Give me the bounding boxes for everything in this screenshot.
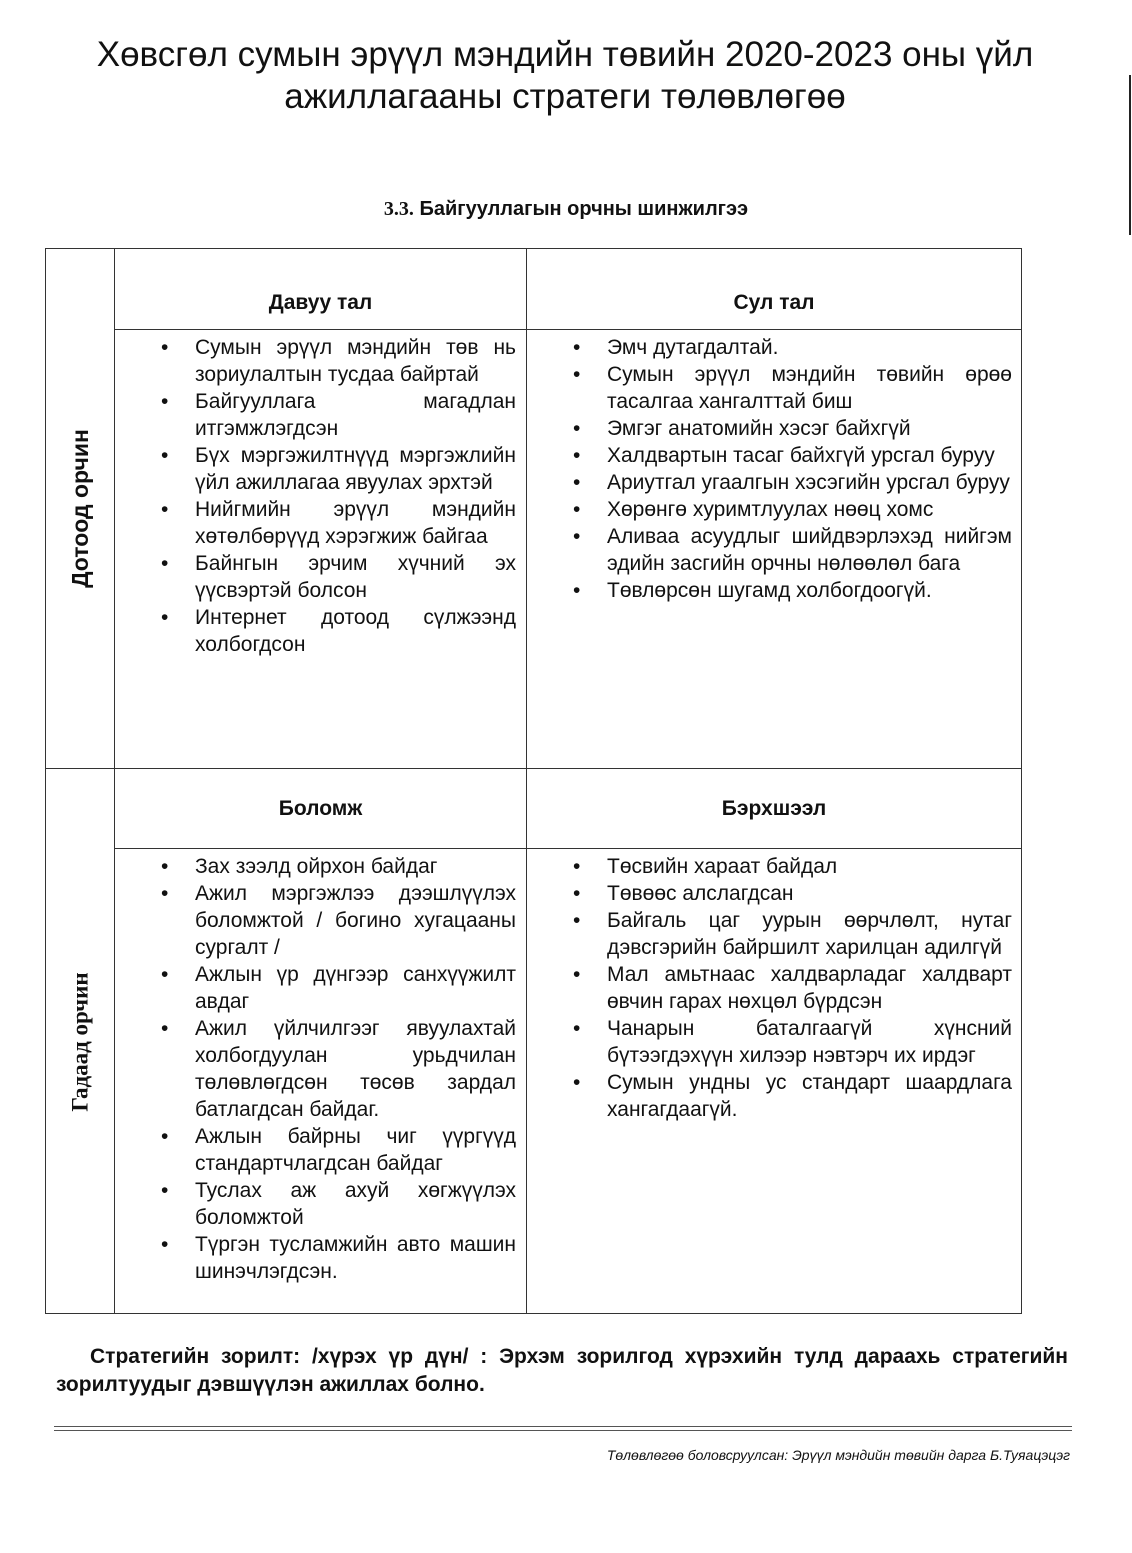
opportunities-heading: Боломж [278,797,363,820]
list-item: • Байгууллага магадлан итгэмжлэгдсэн [195,388,516,442]
list-item: • Чанарын баталгаагүй хүнсний бүтээгдэхүүн хилээр нэвтэрч их ирдэг [607,1015,1012,1069]
footer-divider [54,1430,1072,1431]
list-item: • Аливаа асуудлыг шийдвэрлэхэд нийгэм эдийн засгийн орчны нөлөөлөл бага [607,523,1012,577]
list-item: • Сумын эрүүл мэндийн төв нь зориулалтын тусдаа байртай [195,334,516,388]
list-item: • Түргэн тусламжийн авто машин шинэчлэгдсэн. [195,1231,516,1285]
list-item: • Ажил мэргэжлээ дээшлүүлэх боломжтой / богино хугацааны сургалт / [195,880,516,961]
list-item: • Төсвийн хараат байдал [607,853,1012,880]
list-item: • Бүх мэргэжилтнүүд мэргэжлийн үйл ажиллагаа явуулах эрхтэй [195,442,516,496]
document-title: Хөвсгөл сумын эрүүл мэндийн төвийн 2020-2023 оны үйл ажиллагааны стратеги төлөвлөгөө [96,35,1034,116]
section-number: 3.3. [383,198,414,220]
list-item: • Ажлын байрны чиг үүргүүд стандартчлагдсан байдаг [195,1123,516,1177]
list-item: • Ажлын үр дүнгээр санхүүжилт авдаг [195,961,516,1015]
section-heading [0,198,1132,221]
list-item: • Нийгмийн эрүүл мэндийн хөтөлбөрүүд хэрэгжиж байгаа [195,496,516,550]
list-item: • Сумын эрүүл мэндийн төвийн өрөө тасалгаа хангалттай биш [607,361,1012,415]
list-item: • Төвөөс алслагдсан [607,880,1012,907]
footer-note: Төлөвлөгөө боловсруулсан: Эрүүл мэндийн төвийн дарга Б.Туяацэцэг [606,1447,1070,1463]
external-environment-label: Гадаад орчин [67,971,93,1112]
strengths-list [195,334,516,658]
threats-list [607,853,1012,1123]
strengths-heading: Давуу тал [268,291,373,314]
opportunities-list [195,853,516,1285]
weaknesses-list [607,334,1012,604]
threats-heading: Бэрхшээл [721,797,827,820]
strategy-paragraph: Стратегийн зорилт: /хүрэх үр дүн/ : Эрхэм зорилгод хүрэхийн тулд дараахь стратегийн зорилтуудыг дэвшүүлэн ажиллах болно. [56,1345,1068,1396]
list-item: • Төвлөрсөн шугамд холбогдоогүй. [607,577,1012,604]
list-item: • Байгаль цаг уурын өөрчлөлт, нутаг дэвсгэрийн байршилт харилцан адилгүй [607,907,1012,961]
swot-table [45,248,1022,1314]
list-item: • Халдвартын тасаг байхгүй урсгал буруу [607,442,1012,469]
list-item: • Эмч дутагдалтай. [607,334,1012,361]
list-item: • Байнгын эрчим хүчний эх үүсвэртэй болсон [195,550,516,604]
list-item: • Интернет дотоод сүлжээнд холбогдсон [195,604,516,658]
footer-divider [54,1426,1072,1427]
list-item: • Туслах аж ахуй хөгжүүлэх боломжтой [195,1177,516,1231]
list-item: • Зах зээлд ойрхон байдаг [195,853,516,880]
list-item: • Сумын ундны ус стандарт шаардлага хангагдаагүй. [607,1069,1012,1123]
list-item: • Мал амьтнаас халдварладаг халдварт өвчин гарах нөхцөл бүрдсэн [607,961,1012,1015]
list-item: • Ариутгал угаалгын хэсэгийн урсгал буруу [607,469,1012,496]
list-item: • Хөрөнгө хуримтлуулах нөөц хомс [607,496,1012,523]
section-title: Байгууллагын орчны шинжилгээ [419,198,749,220]
weaknesses-heading: Сул тал [733,291,815,314]
list-item: • Эмгэг анатомийн хэсэг байхгүй [607,415,1012,442]
internal-environment-label: Дотоод орчин [67,429,93,588]
list-item: • Ажил үйлчилгээг явуулахтай холбогдуулан урьдчилан төлөвлөгдсөн төсөв зардал батлагдсан байдаг. [195,1015,516,1123]
